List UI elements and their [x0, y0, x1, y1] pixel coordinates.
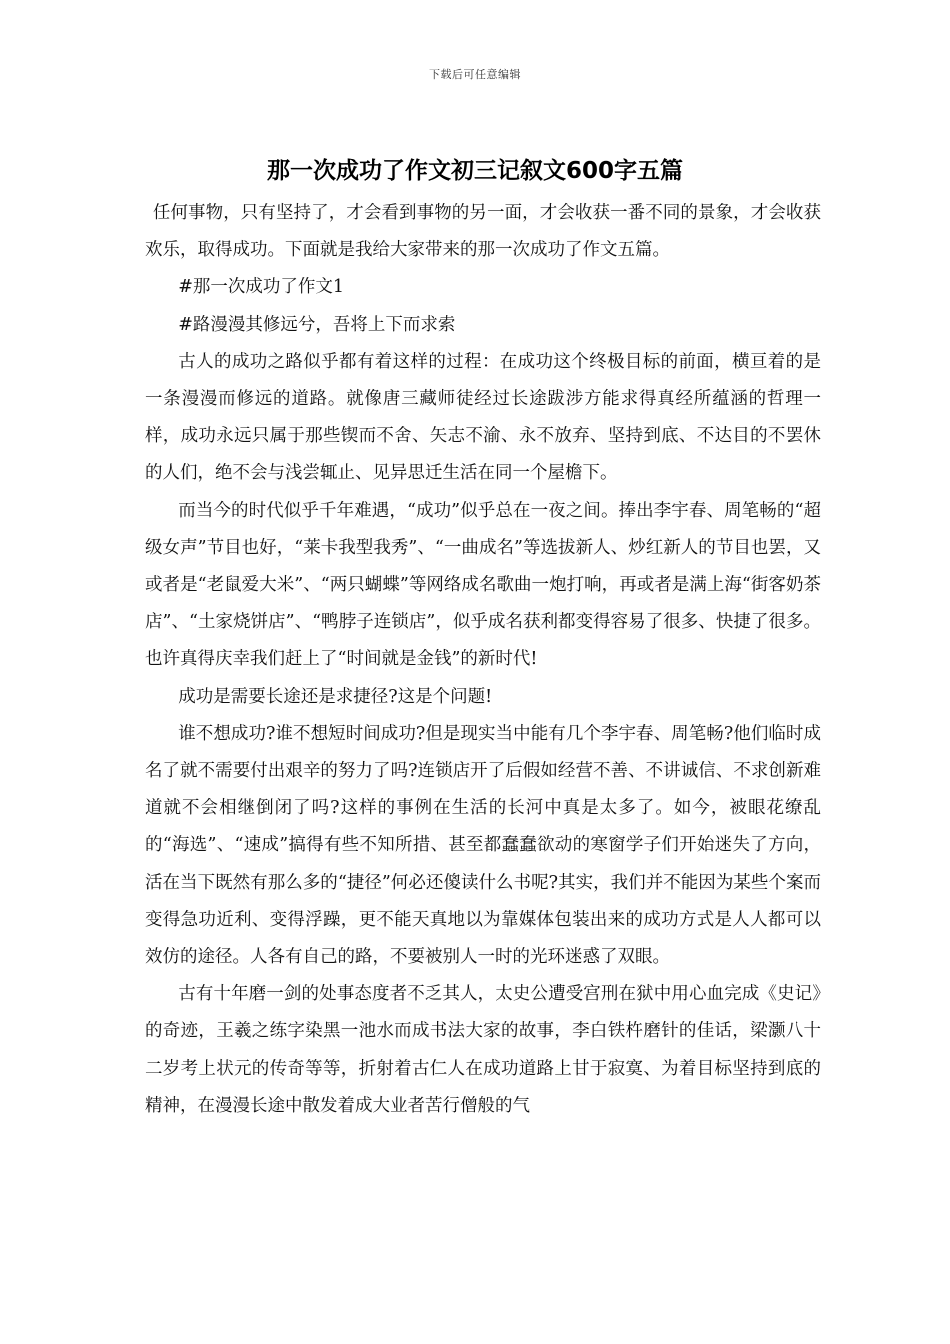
document-body — [145, 195, 821, 1125]
body-paragraph: 而当今的时代似乎千年难遇，“成功”似乎总在一夜之间。捧出李宇春、周笔畅的“超级女声”节目也好，“莱卡我型我秀”、“一曲成名”等选拔新人、炒红新人的节目也罢，又或者是“老鼠爱大米”、“两只蝴蝶”等网络成名歌曲一炮打响，再或者是满上海“街客奶茶店”、“土家烧饼店”、“鸭脖子连锁店”，似乎成名获利都变得容易了很多、快捷了很多。也许真得庆幸我们赶上了“时间就是金钱”的新时代! — [145, 500, 821, 670]
body-paragraph: 谁不想成功?谁不想短时间成功?但是现实当中能有几个李宇春、周笔畅?他们临时成名了就不需要付出艰辛的努力了吗?连锁店开了后假如经营不善、不讲诚信、不求创新难道就不会相继倒闭了吗?这样的事例在生活的长河中真是太多了。如今，被眼花缭乱的“海选”、“速成”搞得有些不知所措、甚至都蠢蠢欲动的寒窗学子们开始迷失了方向，活在当下既然有那么多的“捷径”何必还傻读什么书呢?其实，我们并不能因为某些个案而变得急功近利、变得浮躁，更不能天真地以为靠媒体包装出来的成功方式是人人都可以效仿的途径。人各有自己的路，不要被别人一时的光环迷惑了双眼。 — [145, 723, 821, 968]
body-paragraph: 古人的成功之路似乎都有着这样的过程：在成功这个终极目标的前面，横亘着的是一条漫漫而修远的道路。就像唐三藏师徒经过长途跋涉方能求得真经所蕴涵的哲理一样，成功永远只属于那些锲而不舍、矢志不渝、永不放弃、坚持到底、不达目的不罢休的人们，绝不会与浅尝辄止、见异思迁生活在同一个屋檐下。 — [145, 351, 821, 484]
page-header-note: 下载后可任意编辑 — [429, 68, 521, 81]
document-title: 那一次成功了作文初三记叙文600字五篇 — [266, 158, 683, 184]
body-paragraph: 古有十年磨一剑的处事态度者不乏其人，太史公遭受宫刑在狱中用心血完成《史记》的奇迹，王羲之练字染黑一池水而成书法大家的故事，李白铁杵磨针的佳话，梁灏八十二岁考上状元的传奇等等，折射着古仁人在成功道路上甘于寂寞、为着目标坚持到底的精神，在漫漫长途中散发着成大业者苦行僧般的气 — [145, 984, 821, 1116]
intro-paragraph: 任何事物，只有坚持了，才会看到事物的另一面，才会收获一番不同的景象，才会收获欢乐，取得成功。下面就是我给大家带来的那一次成功了作文五篇。 — [145, 203, 821, 261]
section-heading: #那一次成功了作文1 — [178, 277, 345, 298]
section-subheading: #路漫漫其修远兮，吾将上下而求索 — [178, 314, 456, 335]
body-paragraph: 成功是需要长途还是求捷径?这是个问题! — [178, 686, 493, 707]
